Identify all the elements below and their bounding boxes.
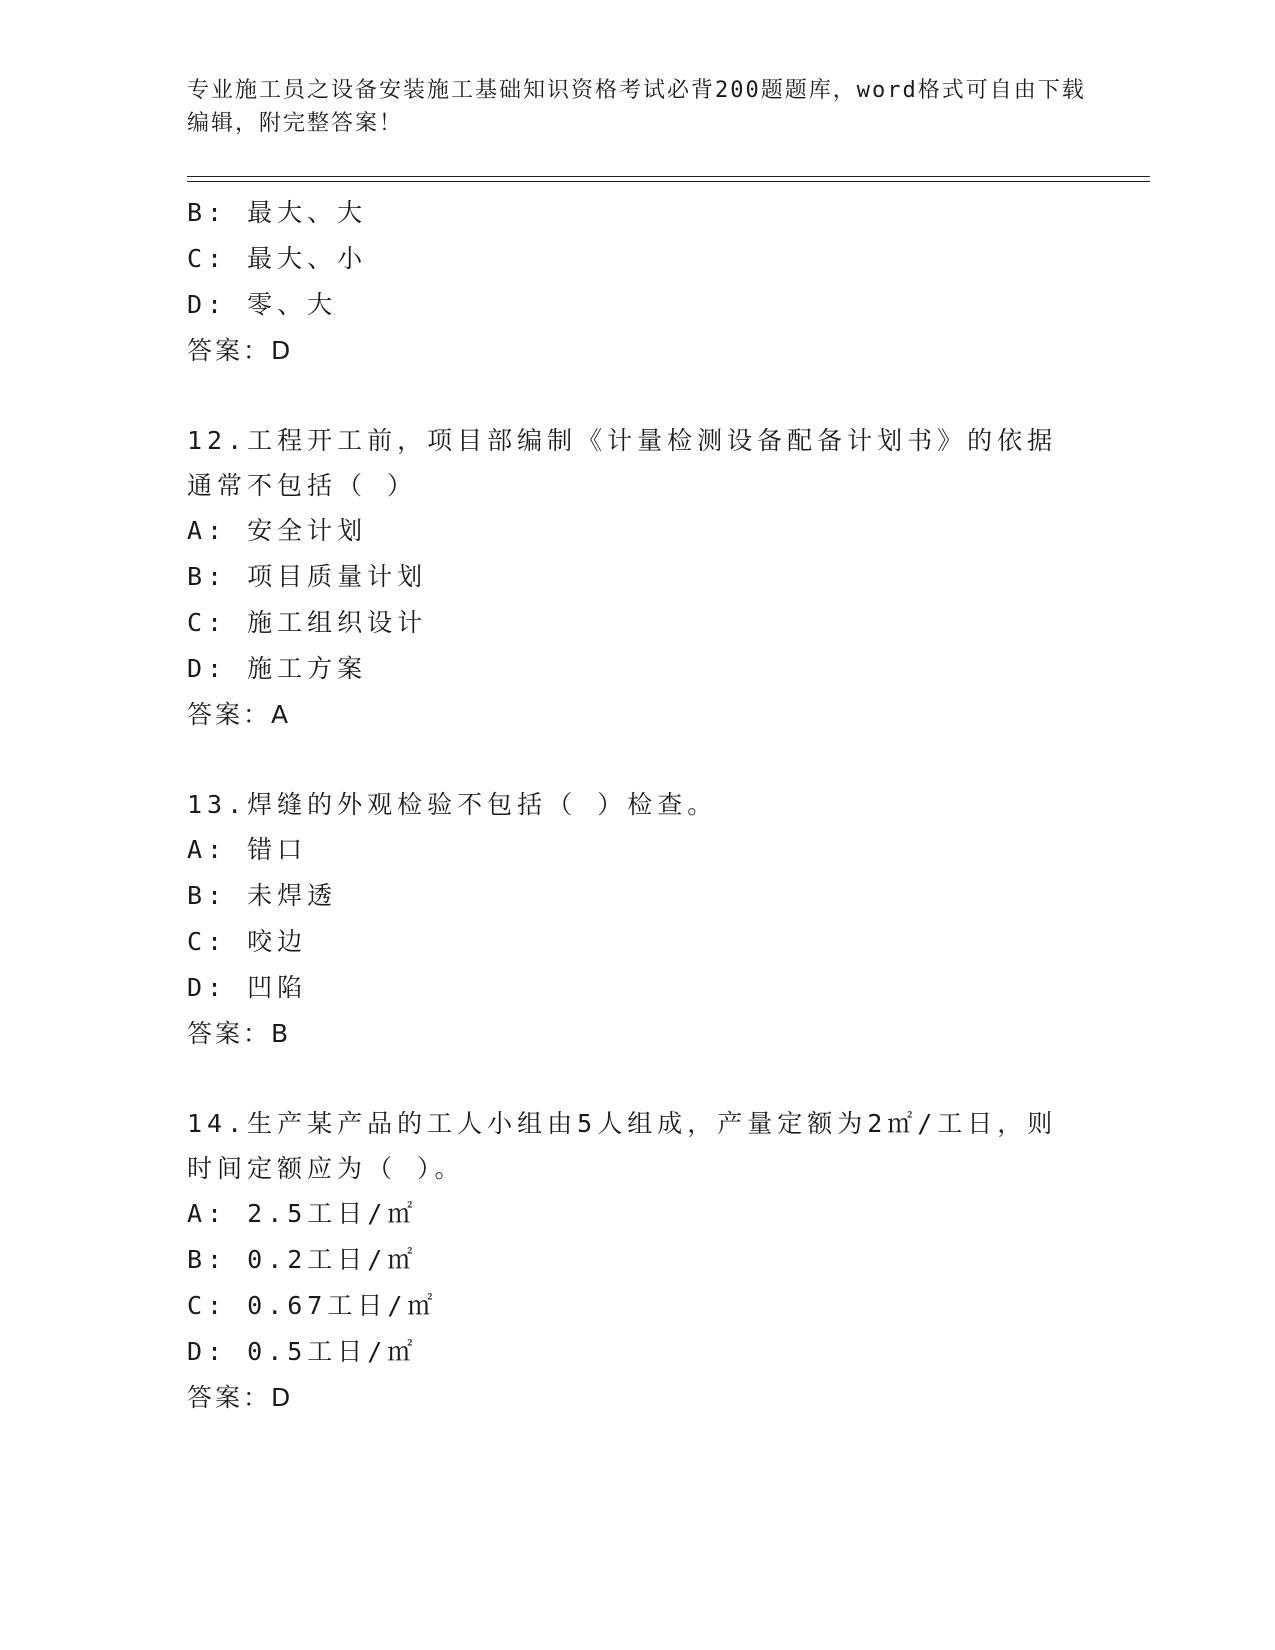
option-d: D: 施工方案	[187, 654, 368, 683]
spacer	[187, 738, 1087, 782]
answer-line: 答案：A	[187, 700, 292, 729]
answer-line: 答案：D	[187, 1383, 294, 1412]
spacer	[187, 1057, 1087, 1101]
answer-line: 答案：B	[187, 1019, 292, 1048]
option-c: C: 最大、小	[187, 244, 368, 273]
option-a: A: 2.5工日/㎡	[187, 1199, 418, 1228]
document-header: 专业施工员之设备安装施工基础知识资格考试必背200题题库，word格式可自由下载编辑，附完整答案！	[187, 78, 1086, 136]
option-d: D: 零、大	[187, 290, 338, 319]
header-rule-bottom	[187, 181, 1150, 182]
option-a: A: 安全计划	[187, 516, 368, 545]
option-b: B: 0.2工日/㎡	[187, 1245, 418, 1274]
option-c: C: 0.67工日/㎡	[187, 1291, 438, 1320]
option-c: C: 施工组织设计	[187, 608, 428, 637]
question-list	[187, 190, 1087, 1421]
option-d: D: 0.5工日/㎡	[187, 1337, 418, 1366]
spacer	[187, 374, 1087, 418]
question-text: 13.焊缝的外观检验不包括（ ）检查。	[187, 790, 718, 819]
answer-line: 答案：D	[187, 336, 294, 365]
header-rule-top	[187, 176, 1150, 177]
option-b: B: 未焊透	[187, 881, 338, 910]
question-text: 12.工程开工前，项目部编制《计量检测设备配备计划书》的依据通常不包括（ ）	[187, 426, 1058, 500]
option-b: B: 项目质量计划	[187, 562, 428, 591]
option-c: C: 咬边	[187, 927, 308, 956]
option-d: D: 凹陷	[187, 973, 308, 1002]
option-a: A: 错口	[187, 835, 308, 864]
question-text: 14.生产某产品的工人小组由5人组成，产量定额为2㎡/工日，则时间定额应为（ ）。	[187, 1109, 1058, 1183]
option-b: B: 最大、大	[187, 198, 368, 227]
